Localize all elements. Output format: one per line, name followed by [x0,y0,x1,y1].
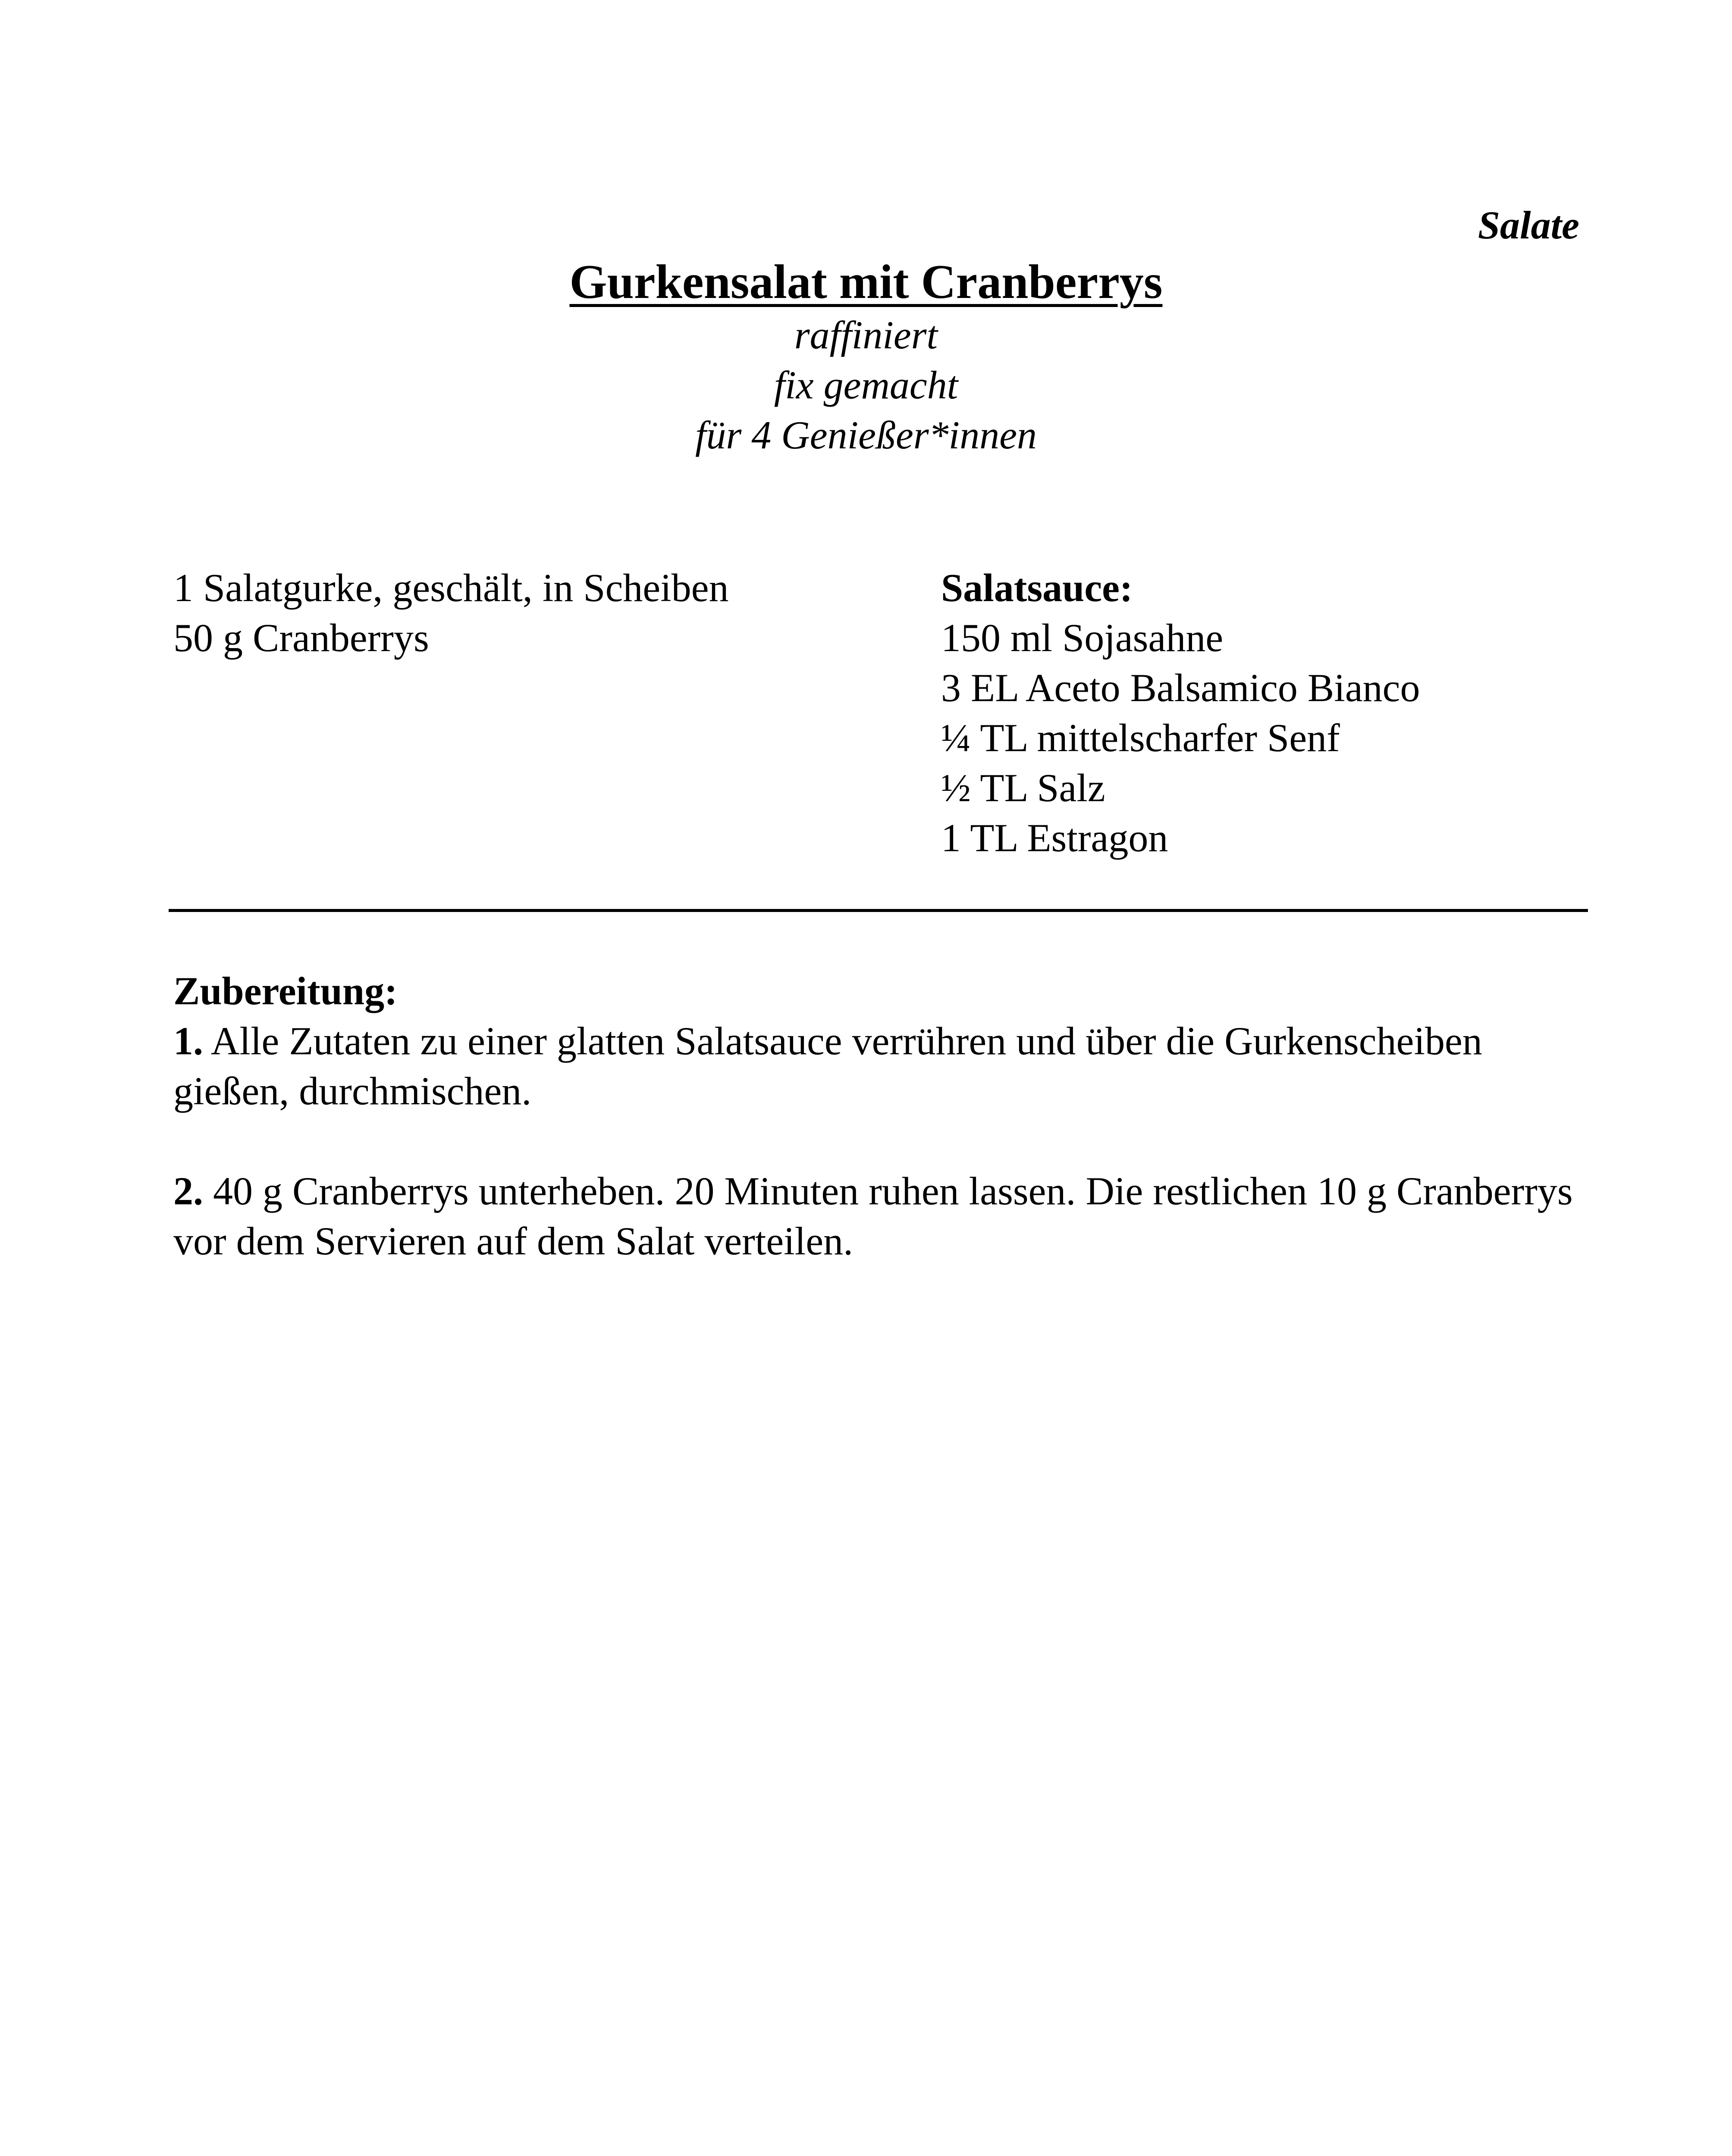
step-text: Alle Zutaten zu einer glatten Salatsauce verrühren und über die Gurkenscheiben gießen, durchmischen. [173,1019,1482,1113]
preparation-step [173,1166,1579,1266]
sauce-ingredients [941,563,1420,863]
subtitle-line: fix gemacht [774,363,958,407]
sauce-ingredients-list [941,613,1420,863]
preparation-step [173,1016,1579,1116]
recipe-subtitles [0,310,1732,460]
sauce-heading: Salatsauce: [941,566,1133,610]
ingredient-item: 1 TL Estragon [941,816,1168,860]
step-text: 40 g Cranberrys unterheben. 20 Minuten ruhen lassen. Die restlichen 10 g Cranberrys vor dem Servieren auf dem Salat verteilen. [173,1169,1573,1263]
ingredient-item: 3 EL Aceto Balsamico Bianco [941,666,1420,710]
main-ingredients-list [173,563,729,663]
step-number: 1. [173,1019,203,1063]
section-label: Salate [1478,203,1579,247]
ingredient-item: 50 g Cranberrys [173,616,429,660]
ingredient-item: ¼ TL mittelscharfer Senf [941,716,1340,760]
ingredient-item: ½ TL Salz [941,766,1105,810]
preparation-heading: Zubereitung: [173,969,398,1013]
ingredient-item: 150 ml Sojasahne [941,616,1224,660]
ingredient-item: 1 Salatgurke, geschält, in Scheiben [173,566,729,610]
subtitle-line: raffiniert [794,313,938,357]
step-number: 2. [173,1169,203,1213]
recipe-title: Gurkensalat mit Cranberrys [569,255,1163,309]
subtitle-line: für 4 Genießer*innen [695,413,1037,457]
recipe-header [0,254,1732,460]
preparation-section [173,966,1579,1266]
section-divider [169,909,1588,912]
